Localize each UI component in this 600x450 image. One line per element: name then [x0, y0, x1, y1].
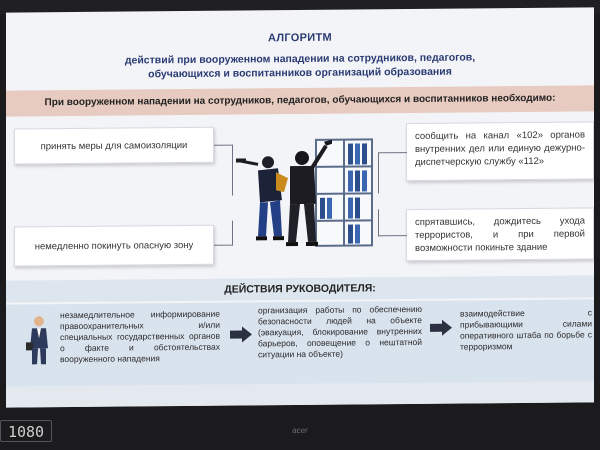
connector-bottom-right [378, 209, 407, 236]
monitor-screen [6, 7, 594, 407]
arrow-right-icon-head [442, 320, 452, 336]
connector-bottom-left [214, 221, 233, 246]
manager-step-1: незамедлительное информирование правоохранительных и/или специальных государственных органов о факте и обстоятельствах вооруженного нападения [60, 308, 220, 365]
action-box-self-isolation: принять меры для самоизоляции [14, 127, 214, 165]
connector-top-left [214, 145, 233, 196]
manager-step-3: взаимодействие с прибывающими силами оперативного штаба по борьбе с терроризмом [460, 307, 592, 352]
arrow-right-icon [230, 331, 242, 339]
section1-heading: При вооруженном нападении на сотрудников, педагогов, обучающихся и воспитанников необходимо: [6, 85, 594, 116]
armed-attackers-illustration [232, 133, 382, 249]
connector-top-right [378, 152, 407, 193]
action-box-hide-and-exit: спрятавшись, дождитесь ухода террористов, и при первой возможности покиньте здание [406, 207, 594, 261]
manager-step-2: организация работы по обеспечению безопасности людей на объекте (эвакуация, блокирование внутренних барьеров, оповещение о нештатной ситуации на объекте) [258, 303, 422, 360]
action-box-leave-danger-zone: немедленно покинуть опасную зону [14, 225, 214, 267]
section2-heading: ДЕЙСТВИЯ РУКОВОДИТЕЛЯ: [6, 275, 594, 302]
action-box-report-call: сообщить на канал «102» органов внутренних дел или единую дежурно-диспетчерскую службу «112» [406, 121, 594, 181]
page-subtitle-line1: действий при вооруженном нападении на сотрудников, педагогов, [124, 51, 476, 67]
attacker-figure-left-icon [236, 156, 288, 240]
monitor-brand-logo: acer [292, 426, 308, 435]
arrow-right-icon [430, 324, 442, 332]
screen-bottom-strip [6, 381, 594, 407]
page-title: АЛГОРИТМ [268, 31, 332, 45]
arrow-right-icon-head [242, 326, 252, 342]
bookshelf-icon [316, 139, 372, 245]
resolution-badge: 1080 [0, 420, 52, 442]
manager-avatar-icon [26, 314, 52, 366]
page-subtitle-line2: обучающихся и воспитанников организаций образования [148, 65, 452, 81]
